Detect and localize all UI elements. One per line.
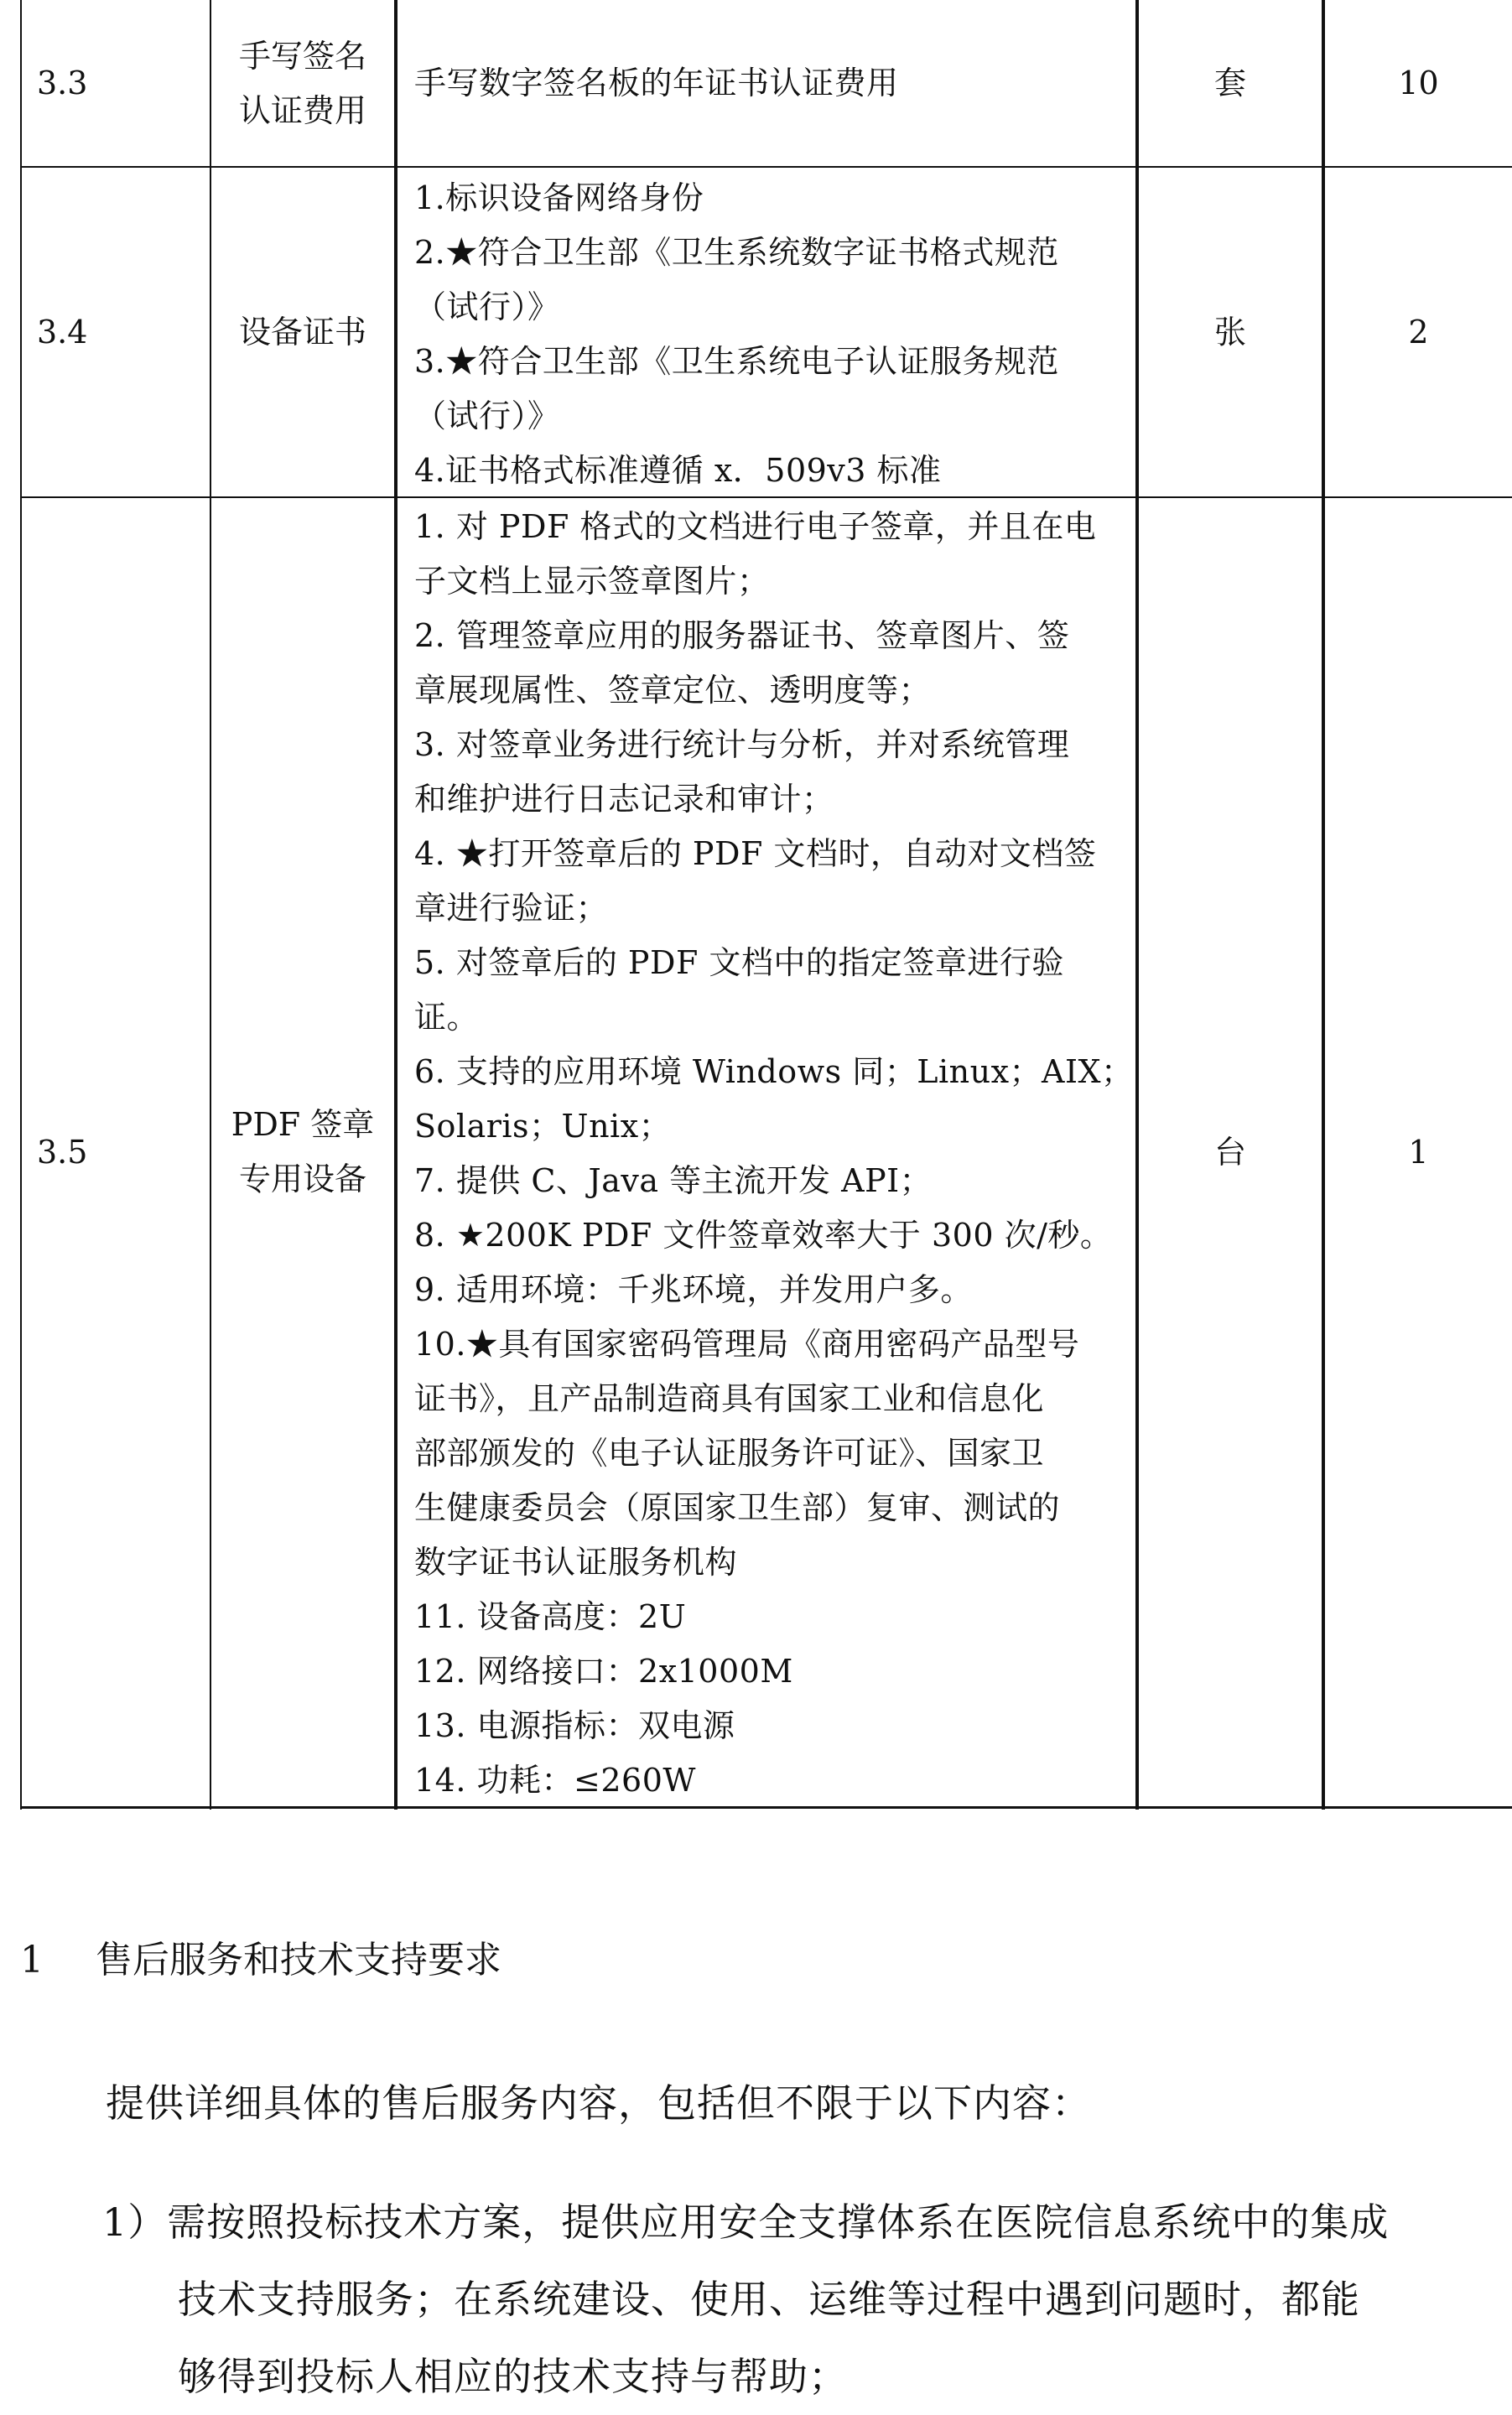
item-description (414, 0, 1127, 166)
table-divider-col2 (394, 0, 397, 1810)
desc-line: 3. 对签章业务进行统计与分析，并对系统管理 (414, 726, 1070, 763)
item-quantity: 2 (1408, 313, 1429, 351)
desc-line: 章进行验证； (414, 890, 609, 927)
desc-line: 证。 (414, 999, 480, 1036)
section-heading (20, 1935, 501, 1986)
desc-line: 5. 对签章后的 PDF 文档中的指定签章进行验 (414, 944, 1064, 981)
desc-line: 13. 电源指标：双电源 (414, 1707, 735, 1744)
desc-line: 8. ★200K PDF 文件签章效率大于 300 次/秒。 (414, 1217, 1113, 1254)
desc-line: 14. 功耗：≤260W (414, 1762, 696, 1799)
desc-line: 4. ★打开签章后的 PDF 文档时，自动对文档签 (414, 835, 1097, 872)
desc-line: 11. 设备高度：2U (414, 1598, 687, 1635)
item-name-line: 专用设备 (238, 1161, 366, 1197)
spec-table (20, 0, 1512, 1810)
desc-line: 3.★符合卫生部《卫生系统电子认证服务规范 (414, 343, 1059, 380)
item-number: 3.5 (37, 1133, 88, 1171)
table-row (37, 0, 205, 166)
table-border-left (20, 0, 22, 1810)
desc-line: 1. 对 PDF 格式的文档进行电子签章，并且在电 (414, 508, 1097, 545)
requirement-marker: 1） (102, 2199, 168, 2245)
desc-line: 7. 提供 C、Java 等主流开发 API； (414, 1162, 933, 1199)
desc-line: 2. 管理签章应用的服务器证书、签章图片、签 (414, 617, 1070, 654)
desc-line: 2.★符合卫生部《卫生系统数字证书格式规范 (414, 234, 1059, 271)
item-unit: 套 (1213, 64, 1246, 101)
desc-line: 9. 适用环境：千兆环境，并发用户多。 (414, 1271, 973, 1308)
desc-line: 6. 支持的应用环境 Windows 同；Linux；AIX； (414, 1053, 1134, 1090)
item-name-line: 手写签名 (238, 38, 366, 75)
item-description (414, 171, 1132, 498)
section-title: 售后服务和技术支持要求 (96, 1939, 501, 1981)
requirement-line: 需按照投标技术方案，提供应用安全支撑体系在医院信息系统中的集成 (167, 2199, 1390, 2245)
item-unit: 张 (1213, 313, 1246, 351)
desc-line: 子文档上显示签章图片； (414, 563, 770, 600)
item-number: 3.4 (37, 313, 88, 351)
item-name-line: 认证费用 (238, 92, 366, 129)
desc-line: 生健康委员会（原国家卫生部）复审、测试的 (414, 1489, 1061, 1526)
section-number: 1 (20, 1939, 44, 1981)
item-name-cell (211, 25, 394, 143)
desc-line: 部部颁发的《电子认证服务许可证》、国家卫 (414, 1435, 1045, 1472)
item-description (414, 500, 1132, 1808)
desc-line: 数字证书认证服务机构 (414, 1544, 738, 1581)
desc-line: Solaris；Unix； (414, 1108, 672, 1145)
desc-line: 章展现属性、签章定位、透明度等； (414, 672, 932, 709)
table-row (37, 498, 205, 1806)
table-row (37, 168, 205, 496)
desc-line: 10.★具有国家密码管理局《商用密码产品型号 (414, 1326, 1080, 1363)
requirement-item (102, 2184, 1389, 2415)
item-number: 3.3 (37, 64, 88, 101)
item-unit: 台 (1213, 1133, 1246, 1171)
requirement-line: 够得到投标人相应的技术支持与帮助； (178, 2354, 848, 2399)
requirement-line: 技术支持服务；在系统建设、使用、运维等过程中遇到问题时，都能 (178, 2277, 1360, 2322)
item-name-cell (211, 168, 394, 496)
desc-line: 12. 网络接口：2x1000M (414, 1653, 793, 1690)
desc-line: 和维护进行日志记录和审计； (414, 781, 834, 818)
item-name-line: PDF 签章 (231, 1106, 375, 1143)
desc-line: 4.证书格式标准遵循 x．509v3 标准 (414, 452, 942, 489)
item-quantity: 1 (1408, 1133, 1429, 1171)
desc-line: 1.标识设备网络身份 (414, 179, 704, 216)
item-name-cell (211, 498, 394, 1806)
desc-line: （试行）》 (414, 288, 560, 325)
desc-line: 证书》，且产品制造商具有国家工业和信息化 (414, 1380, 1045, 1417)
item-quantity: 10 (1398, 64, 1439, 101)
desc-line: 手写数字签名板的年证书认证费用 (414, 64, 899, 101)
desc-line: （试行）》 (414, 397, 560, 434)
intro-paragraph: 提供详细具体的售后服务内容，包括但不限于以下内容： (106, 2080, 1091, 2126)
item-name-line: 设备证书 (238, 313, 366, 351)
